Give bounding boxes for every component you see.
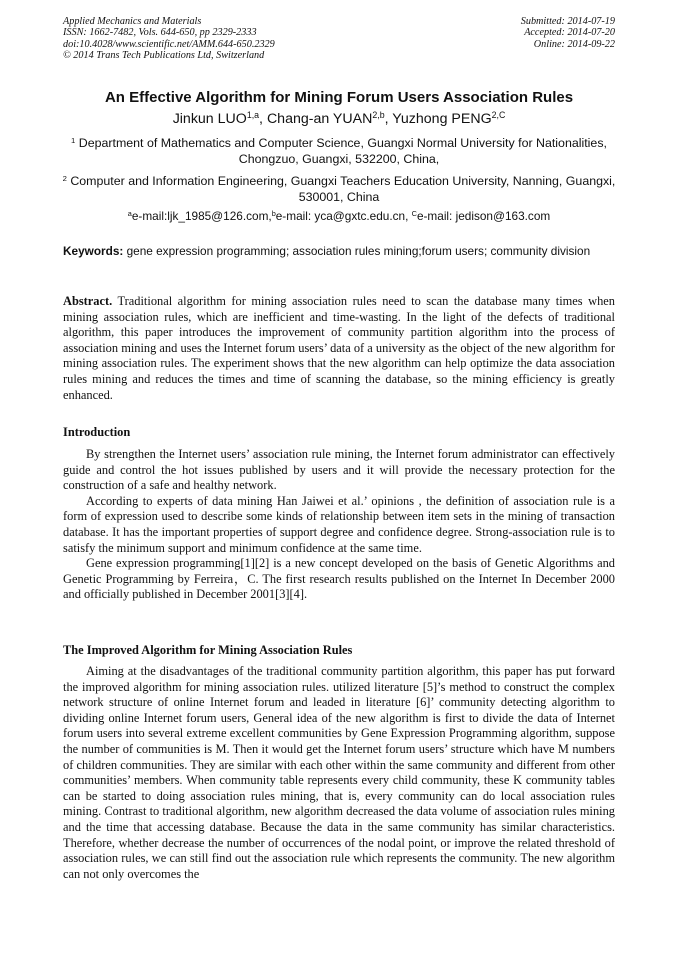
introduction-section — [63, 447, 615, 603]
paragraph: Aiming at the disadvantages of the traditional community partition algorithm, this paper has put forward the improved algorithm for mining association rules. utilized literature [5]’s method to construct the complex network structure of online Internet forum and leaded in literature [6]’ community detecting algorithm to dividing online Internet forum users, General idea of the new algorithm is first to divide the data of Internet forum users into several extreme excellent communities by Gene Expression Programming algorithm, suppose the number of communities is M. Then it would get the Internet forum users’ structure which have M numbers of children communities. They are similar with each other within the same community and different from other communities’ members. When community table represents every child community, these K community tables can be started to doing association rules mining, that is, every community can do local association rules mining. Contrast to traditional algorithm, new algorithm decreased the data volume of association rules mining and the time that accessing database. Because the data in the same community has similar characteristics. Therefore, whether decrease the number of occurrences of the nodal point, or improve the related threshold of association rules, we can still find out the association rule which represents the community. The new algorithm can not only overcomes the — [63, 664, 615, 881]
keywords-label: Keywords: — [63, 244, 124, 258]
email-3: e-mail: jedison@163.com — [416, 209, 551, 223]
online-date: Online: 2014-09-22 — [533, 38, 615, 50]
affiliation-2: $^2$ Computer and Information Engineering, Guangxi Teachers Education University, Nanning, Guangxi, 530001, China — [62, 173, 616, 204]
email-2: e-mail: yca@gxtc.edu.cn, — [275, 209, 412, 223]
author-1: Jinkun LUO — [172, 111, 247, 127]
journal-info — [63, 16, 275, 62]
submission-dates — [521, 16, 615, 50]
email-1: e-mail:ljk_1985@126.com, — [131, 209, 272, 223]
section-heading-improved-algorithm: The Improved Algorithm for Mining Association Rules — [63, 643, 353, 657]
journal-copyright: © 2014 Trans Tech Publications Ltd, Switzerland — [63, 50, 265, 62]
journal-doi: doi:10.4028/www.scientific.net/AMM.644-650.2329 — [63, 38, 275, 50]
abstract — [63, 294, 615, 403]
paper-title: An Effective Algorithm for Mining Forum Users Association Rules — [104, 89, 574, 106]
improved-algorithm-section — [63, 664, 615, 882]
author-3: Yuzhong PENG — [392, 111, 492, 127]
section-heading-introduction: Introduction — [63, 425, 131, 439]
journal-name: Applied Mechanics and Materials — [63, 16, 202, 27]
author-2: Chang-an YUAN — [266, 111, 373, 127]
journal-issn: ISSN: 1662-7482, Vols. 644-650, pp 2329-2333 — [63, 27, 257, 39]
author-emails: $^a$e-mail:ljk_1985@126.com,$^b$e-mail: yca@gxtc.edu.cn, $^C$e-mail: jedison@163.com — [127, 208, 551, 223]
submitted-date: Submitted: 2014-07-19 — [520, 16, 615, 27]
paragraph: Gene expression programming[1][2] is a new concept developed on the basis of Genetic Algorithms and Genetic Programming by Ferreira，C. The first research results published on the Internet In December 2000 and officially published in December 2001[3][4]. — [63, 556, 615, 602]
affiliation-1: $^1$ Department of Mathematics and Computer Science, Guangxi Normal University for Nationalities, Chongzuo, Guangxi, 532200, China, — [71, 135, 607, 166]
accepted-date: Accepted: 2014-07-20 — [524, 27, 615, 39]
keywords-text: gene expression programming; association rules mining;forum users; community division — [126, 244, 591, 258]
keywords — [63, 244, 615, 259]
author-list: Jinkun LUO$^{1,a}$, Chang-an YUAN$^{2,b}$, Yuzhong $PENG^{2,C}$ — [172, 110, 506, 127]
paragraph: According to experts of data mining Han Jaiwei et al.’ opinions , the definition of association rule is a form of expression used to describe some kinds of relationship between item sets in the mining of transaction database. It has the important properties of support degree and confidence degree. Strong-association rule is to satisfy the minimum support and minimum confidence at the same time. — [63, 493, 615, 555]
abstract-text: Traditional algorithm for mining association rules need to scan the database many times when mining association rules, which are inefficient and time-wasting. In the light of the defects of traditional algorithm, this paper introduces the improvement of community partition algorithm into the process of association mining and uses the Internet forum users’ data of a university as the object of the new algorithm for mining association rules. The experiment shows that the new algorithm can help optimize the data association rules mining and reduces the times and time of scanning the database, so the mining efficiency is greatly enhanced. — [63, 294, 615, 402]
paragraph: By strengthen the Internet users’ association rule mining, the Internet forum administrator can effectively guide and control the hot issues published by users and it will provide the necessary protection for the construction of a safe and healthy network. — [63, 447, 615, 493]
abstract-label: Abstract. — [63, 294, 113, 308]
